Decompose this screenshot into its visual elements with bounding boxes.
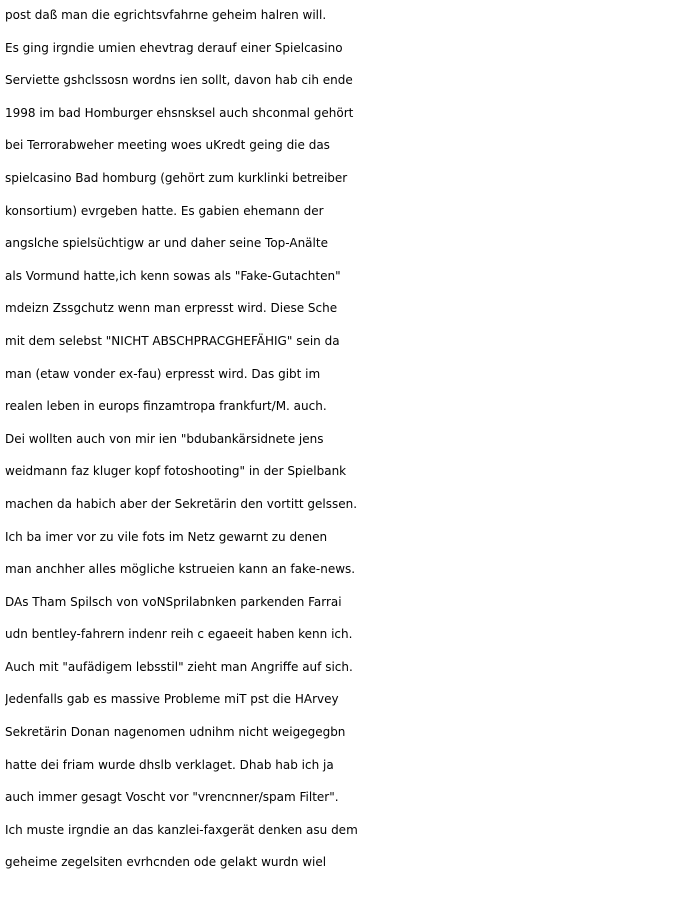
text-line: weidmann faz kluger kopf fotoshooting" in der Spielbank [5, 464, 347, 479]
text-line: post daß man die egrichtsvfahrne geheim halren will. [5, 8, 327, 22]
text-line: Jedenfalls gab es massive Probleme miT pst die HArvey [5, 692, 339, 707]
text-line: Ich muste irgndie an das kanzlei-faxgerät denken asu dem [5, 822, 358, 837]
text-line: DAs Tham Spilsch von voNSprilabnken parkenden Farrai [5, 594, 342, 609]
text-line: 1998 im bad Homburger ehsnsksel auch shconmal gehört [5, 105, 354, 120]
text-line: geheime zegelsiten evrhcnden ode gelakt wurdn wiel [5, 855, 327, 870]
document-text [5, 0, 681, 879]
text-line: Sekretärin Donan nagenomen udnihm nicht weigegegbn [5, 725, 346, 740]
text-line: angslche spielsüchtigw ar und daher seine Top-Anälte [5, 236, 328, 251]
text-line: Auch mit "aufädigem lebsstil" zieht man Angriffe auf sich. [5, 659, 353, 674]
text-line: Dei wollten auch von mir ien "bdubankärsidnete jens [5, 431, 324, 446]
text-line: als Vormund hatte,ich kenn sowas als "Fake-Gutachten" [5, 268, 341, 283]
text-line: hatte dei friam wurde dhslb verklaget. Dhab hab ich ja [5, 757, 334, 772]
text-line: Serviette gshclssosn wordns ien sollt, davon hab cih ende [5, 73, 353, 88]
text-line: konsortium) evrgeben hatte. Es gabien ehemann der [5, 203, 324, 218]
text-line: man (etaw vonder ex-fau) erpresst wird. Das gibt im [5, 366, 321, 381]
text-line: man anchher alles mögliche kstrueien kann an fake-news. [5, 562, 356, 577]
text-line: bei Terrorabweher meeting woes uKredt geing die das [5, 138, 330, 153]
text-line: Ich ba imer vor zu vile fots im Netz gewarnt zu denen [5, 529, 328, 544]
text-line: realen leben in europs finzamtropa frankfurt/M. auch. [5, 399, 327, 414]
text-line: mdeizn Zssgchutz wenn man erpresst wird. Diese Sche [5, 301, 338, 316]
text-line: spielcasino Bad homburg (gehört zum kurklinki betreiber [5, 170, 348, 185]
text-line: machen da habich aber der Sekretärin den vortitt gelssen. [5, 496, 358, 511]
text-line: udn bentley-fahrern indenr reih c egaeeit haben kenn ich. [5, 627, 353, 642]
text-line: mit dem selebst "NICHT ABSCHPRACGHEFÄHIG" sein da [5, 333, 340, 348]
text-line: auch immer gesagt Voscht vor "vrencnner/spam Filter". [5, 790, 339, 805]
text-line: Es ging irgndie umien ehevtrag derauf einer Spielcasino [5, 40, 343, 55]
